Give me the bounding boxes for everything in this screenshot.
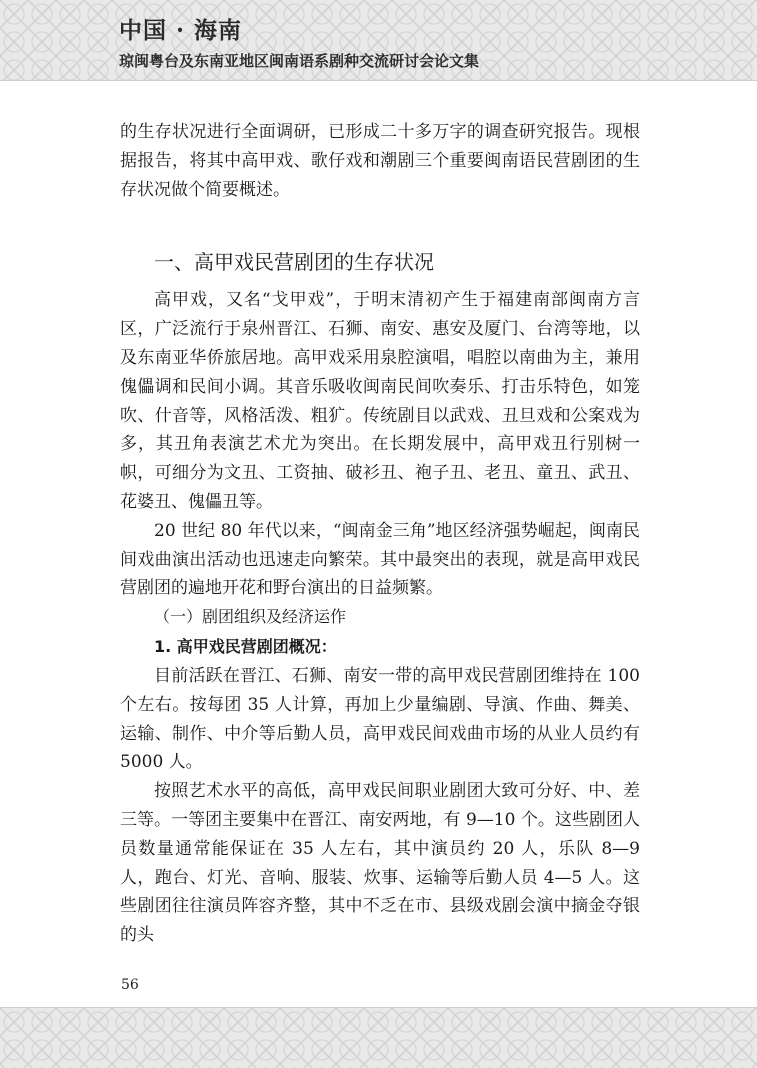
paragraph-intro: 的生存状况进行全面调研，已形成二十多万字的调查研究报告。现根据报告，将其中高甲戏、歌仔戏和潮剧三个重要闽南语民营剧团的生存状况做个简要概述。 [120, 122, 640, 200]
page-header [0, 0, 757, 81]
subheading-overview: 1. 高甲戏民营剧团概况： [154, 636, 337, 656]
book-subtitle: 琼闽粤台及东南亚地区闽南语系剧种交流研讨会论文集 [119, 52, 480, 70]
page-body [120, 118, 640, 950]
section-heading: 一、高甲戏民营剧团的生存状况 [154, 250, 434, 275]
paragraph-1: 高甲戏，又名“戈甲戏”，于明末清初产生于福建南部闽南方言区，广泛流行于泉州晋江、石狮、南安、惠安及厦门、台湾等地，以及东南亚华侨旅居地。高甲戏采用泉腔演唱，唱腔以南曲为主，兼用傀儡调和民间小调。其音乐吸收闽南民间吹奏乐、打击乐特色，如笼吹、什音等，风格活泼、粗犷。传统剧目以武戏、丑旦戏和公案戏为多，其丑角表演艺术尤为突出。在长期发展中，高甲戏丑行别树一帜，可细分为文丑、工资抽、破衫丑、袍子丑、老丑、童丑、武丑、花婆丑、傀儡丑等。 [120, 290, 640, 512]
paragraph-2: 20 世纪 80 年代以来，“闽南金三角”地区经济强势崛起，闽南民间戏曲演出活动也迅速走向繁荣。其中最突出的表现，就是高甲戏民营剧团的遍地开花和野台演出的日益频繁。 [120, 520, 640, 599]
book-title: 中国 · 海南 [119, 17, 243, 44]
paragraph-4: 按照艺术水平的高低，高甲戏民间职业剧团大致可分好、中、差三等。一等团主要集中在晋江、南安两地，有 9—10 个。这些剧团人员数量通常能保证在 35 人左右，其中演员约 20 人，乐队 8—9 人，跑台、灯光、音响、服装、炊事、运输等后勤人员 4—5 人。这些剧团往往演员阵容齐整，其中不乏在市、县级戏剧会演中摘金夺银的头 [120, 781, 640, 946]
page-footer-band [0, 1007, 757, 1068]
subheading-organization: （一）剧团组织及经济运作 [154, 607, 347, 627]
page-number: 56 [121, 977, 139, 993]
paragraph-3: 目前活跃在晋江、石狮、南安一带的高甲戏民营剧团维持在 100 个左右。按每团 35 人计算，再加上少量编剧、导演、作曲、舞美、运输、制作、中介等后勤人员，高甲戏民间戏曲市场的从业人员约有 5000 人。 [120, 665, 640, 773]
